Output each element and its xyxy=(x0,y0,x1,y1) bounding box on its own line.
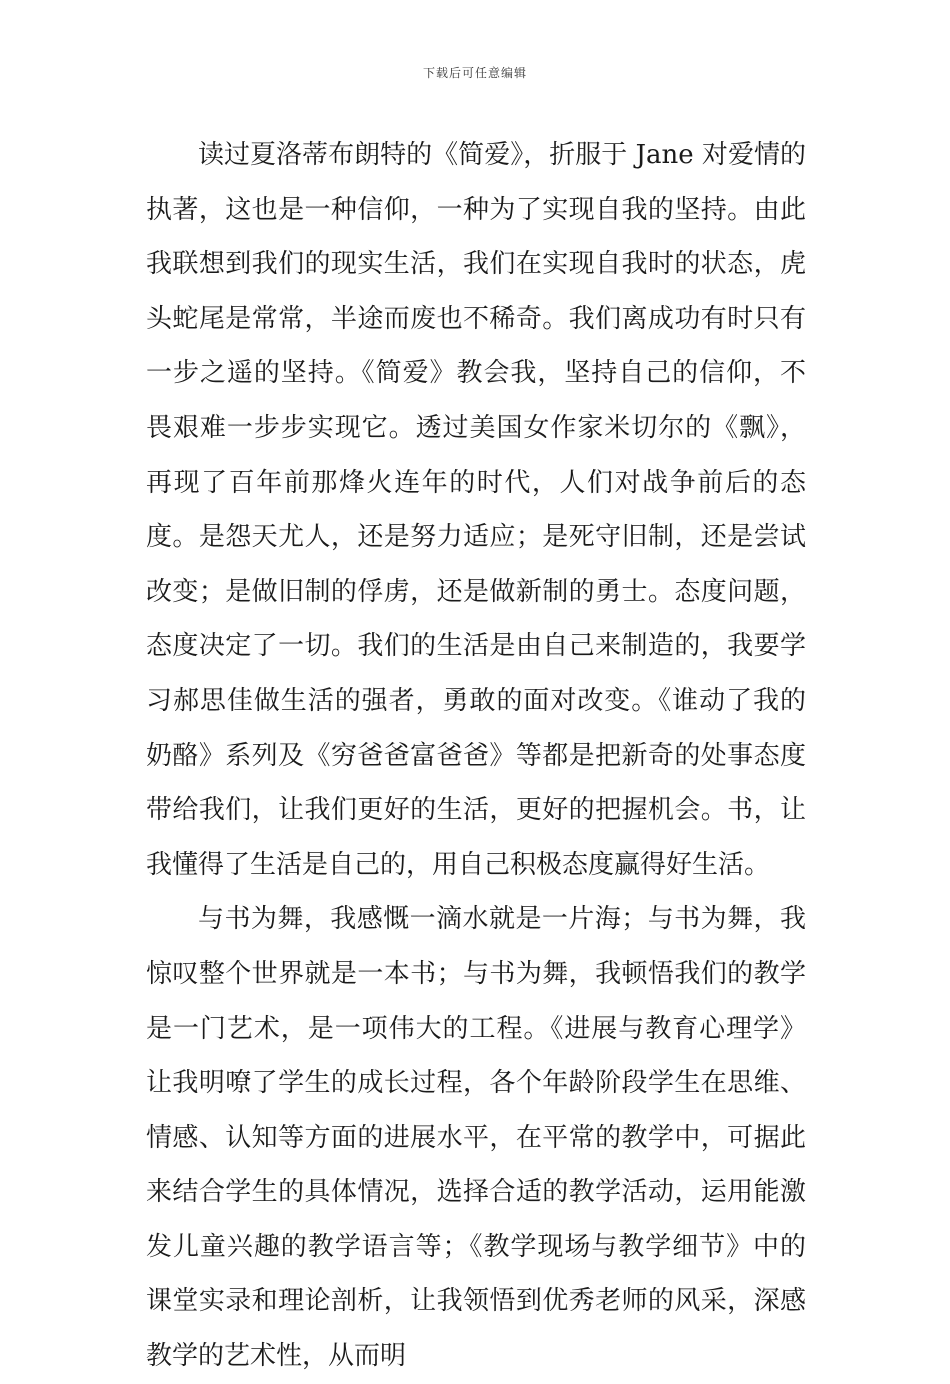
page-header: 下载后可任意编辑 xyxy=(422,66,527,80)
paragraph-1: 读过夏洛蒂布朗特的《简爱》，折服于 Jane 对爱情的执著，这也是一种信仰，一种为了实现自我的坚持。由此我联想到我们的现实生活，我们在实现自我时的状态，虎头蛇尾是常常，半途而废也不稀奇。我们离成功有时只有一步之遥的坚持。《简爱》教会我，坚持自己的信仰，不畏艰难一步步实现它。透过美国女作家米切尔的《飘》，再现了百年前那烽火连年的时代，人们对战争前后的态度。是怨天尤人，还是努力适应；是死守旧制，还是尝试改变；是做旧制的俘虏，还是做新制的勇士。态度问题，态度决定了一切。我们的生活是由自己来制造的，我要学习郝思佳做生活的强者，勇敢的面对改变。《谁动了我的奶酪》系列及《穷爸爸富爸爸》等都是把新奇的处事态度带给我们，让我们更好的生活，更好的把握机会。书，让我懂得了生活是自己的，用自己积极态度赢得好生活。 xyxy=(146,140,806,880)
document-body xyxy=(146,128,806,1384)
paragraph-2: 与书为舞，我感慨一滴水就是一片海；与书为舞，我惊叹整个世界就是一本书；与书为舞，我顿悟我们的教学是一门艺术，是一项伟大的工程。《进展与教育心理学》让我明嘹了学生的成长过程，各个年龄阶段学生在思维、情感、认知等方面的进展水平，在平常的教学中，可据此来结合学生的具体情况，选择合适的教学活动，运用能激发儿童兴趣的教学语言等；《教学现场与教学细节》中的课堂实录和理论剖析，让我领悟到优秀老师的风采，深感教学的艺术性，从而明 xyxy=(146,904,806,1372)
